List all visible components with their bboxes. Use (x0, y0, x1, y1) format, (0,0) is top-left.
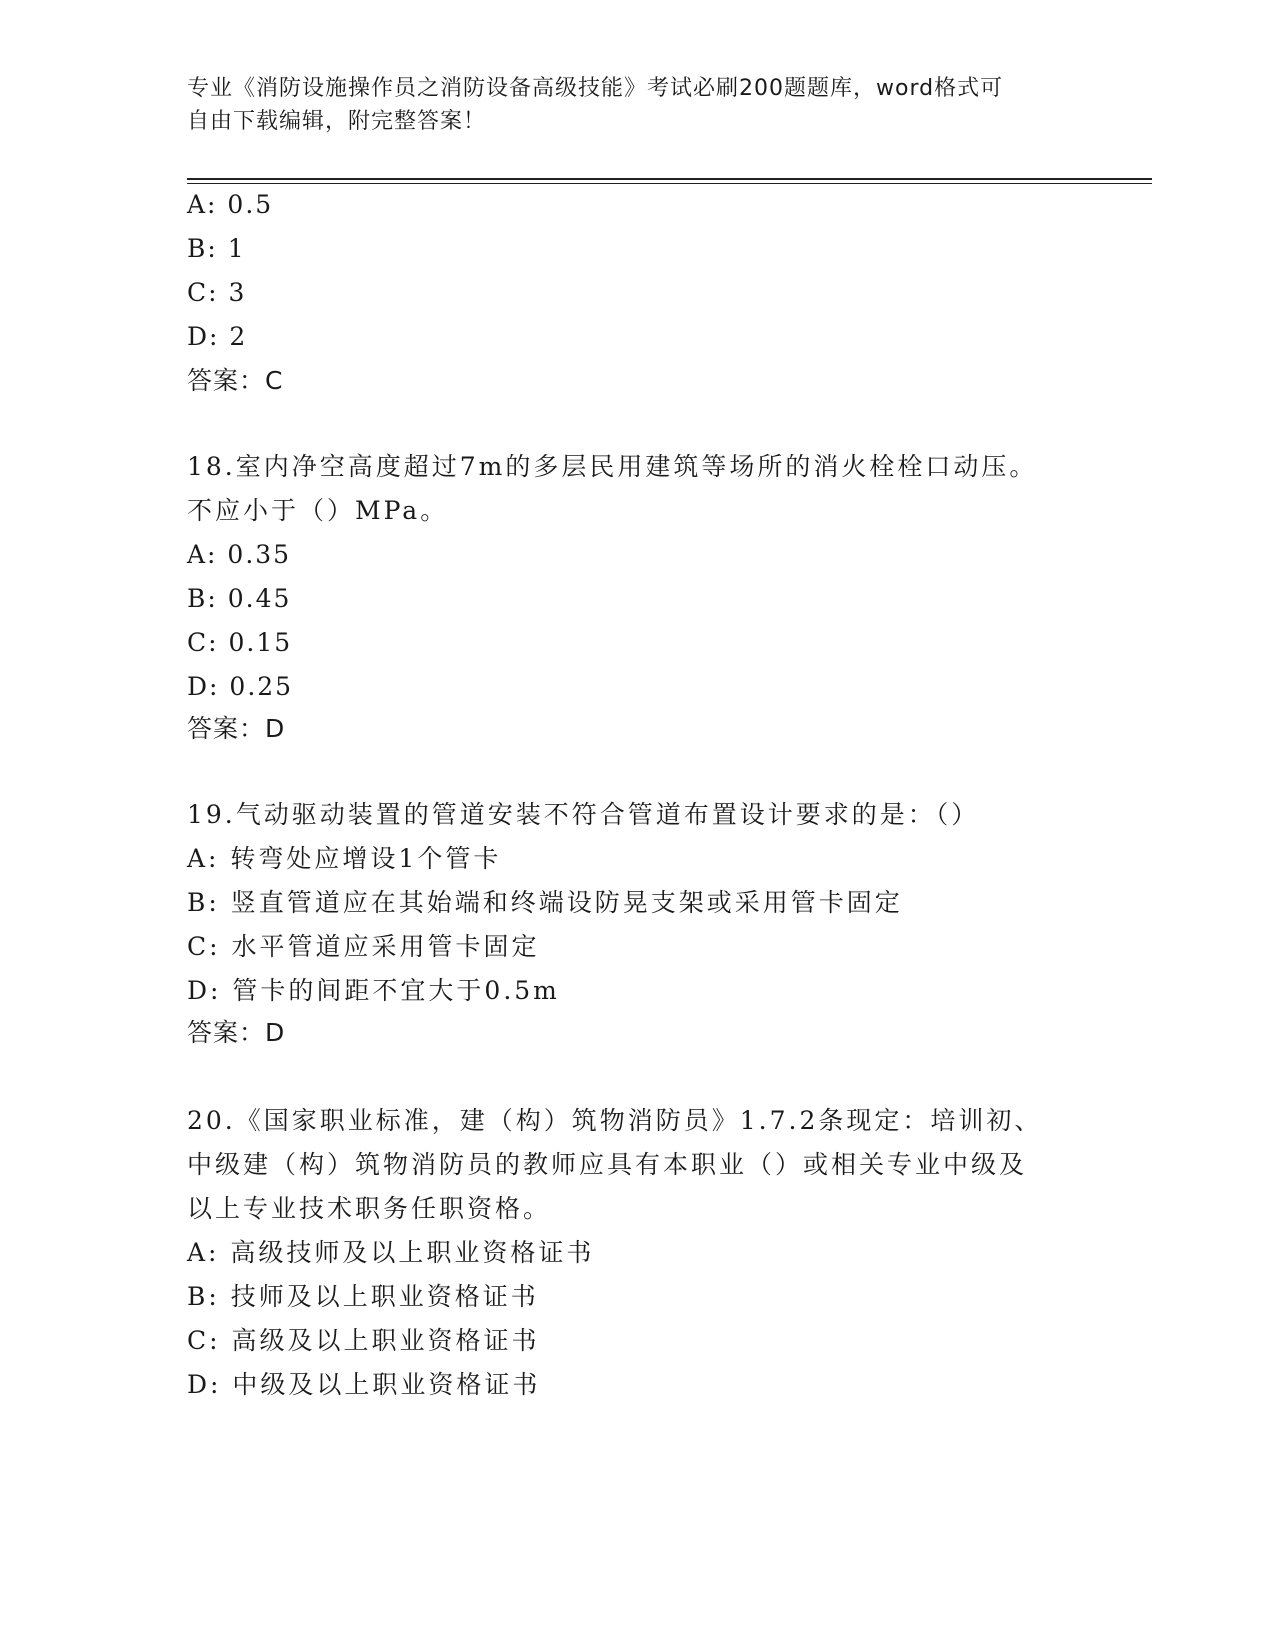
q20-option-b: B: 技师及以上职业资格证书 (187, 1282, 539, 1311)
q18-option-a: A: 0.35 (187, 540, 292, 569)
header-line-1: 专业《消防设施操作员之消防设备高级技能》考试必刷200题题库，word格式可 (187, 76, 1004, 101)
q17-option-c: C: 3 (187, 278, 247, 307)
q20-stem-line-2: 中级建（构）筑物消防员的教师应具有本职业（）或相关专业中级及 (187, 1150, 1028, 1179)
header-divider-thin (187, 183, 1152, 184)
q18-stem-line-2: 不应小于（）MPa。 (187, 496, 449, 525)
q18-answer: 答案：D (187, 714, 286, 743)
document-header (187, 72, 1067, 138)
q19-answer: 答案：D (187, 1018, 286, 1047)
q19-option-c: C: 水平管道应采用管卡固定 (187, 932, 540, 961)
header-divider-thick (187, 178, 1152, 180)
header-line-2: 自由下载编辑，附完整答案！ (187, 109, 487, 134)
q17-answer: 答案：C (187, 366, 284, 395)
q19-option-a: A: 转弯处应增设1个管卡 (187, 844, 502, 873)
q17-option-a: A: 0.5 (187, 190, 274, 219)
q18-option-c: C: 0.15 (187, 628, 293, 657)
q19-stem-line-1: 19.气动驱动装置的管道安装不符合管道布置设计要求的是：（） (187, 800, 980, 829)
q17-option-b: B: 1 (187, 234, 246, 263)
q20-option-d: D: 中级及以上职业资格证书 (187, 1370, 541, 1399)
q17-option-d: D: 2 (187, 322, 248, 351)
q18-stem-line-1: 18.室内净空高度超过7m的多层民用建筑等场所的消火栓栓口动压。 (187, 452, 1038, 481)
q20-option-a: A: 高级技师及以上职业资格证书 (187, 1238, 595, 1267)
q20-option-c: C: 高级及以上职业资格证书 (187, 1326, 540, 1355)
q18-option-d: D: 0.25 (187, 672, 294, 701)
q19-option-d: D: 管卡的间距不宜大于0.5m (187, 976, 560, 1005)
q20-stem-line-3: 以上专业技术职务任职资格。 (187, 1194, 552, 1223)
q20-stem-line-1: 20.《国家职业标准，建（构）筑物消防员》1.7.2条现定：培训初、 (187, 1106, 1043, 1135)
q18-option-b: B: 0.45 (187, 584, 292, 613)
q19-option-b: B: 竖直管道应在其始端和终端设防晃支架或采用管卡固定 (187, 888, 903, 917)
